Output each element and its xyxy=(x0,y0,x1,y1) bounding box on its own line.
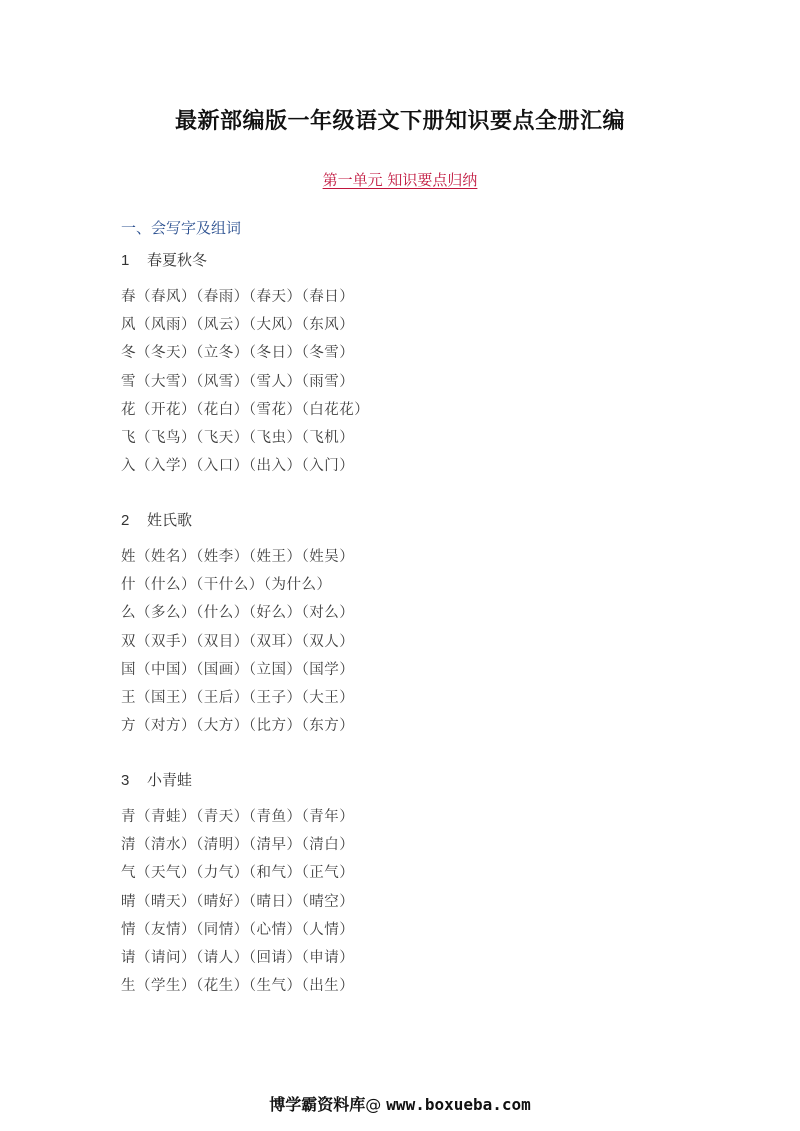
list-item: 双（双手）（双目）（双耳）（双人） xyxy=(121,633,355,650)
list-item: 花（开花）（花白）（雪花）（白花花） xyxy=(121,401,370,418)
lesson-name: 姓氏歌 xyxy=(147,511,193,529)
word-list-lesson-3 xyxy=(121,807,354,1004)
lesson-heading-2 xyxy=(121,509,192,530)
list-item: 飞（飞鸟）（飞天）（飞虫）（飞机） xyxy=(121,429,355,446)
word-list-lesson-1 xyxy=(121,287,369,484)
document-title: 最新部编版一年级语文下册知识要点全册汇编 xyxy=(174,109,625,134)
list-item: 雪（大雪）（风雪）（雪人）（雨雪） xyxy=(121,373,355,390)
list-item: 生（学生）（花生）（生气）（出生） xyxy=(121,978,355,995)
lesson-number: 1 xyxy=(121,252,130,269)
lesson-heading-3 xyxy=(121,769,192,790)
lesson-name: 春夏秋冬 xyxy=(147,251,208,269)
list-item: 入（入学）（入口）（出入）（入门） xyxy=(121,458,355,475)
list-item: 情（友情）（同情）（心情）（人情） xyxy=(121,921,355,938)
list-item: 晴（晴天）（晴好）（晴日）（晴空） xyxy=(121,893,355,910)
list-item: 清（清水）（清明）（清早）（清白） xyxy=(121,837,355,854)
lesson-number: 3 xyxy=(121,772,130,789)
unit-title: 第一单元 知识要点归纳 xyxy=(322,171,478,189)
footer-watermark xyxy=(0,1092,800,1115)
list-item: 春（春风）（春雨）（春天）（春日） xyxy=(121,289,355,305)
lesson-number: 2 xyxy=(121,512,130,529)
list-item: 王（国王）（王后）（王子）（大王） xyxy=(121,689,355,706)
list-item: 方（对方）（大方）（比方）（东方） xyxy=(121,718,355,735)
section-heading: 一、会写字及组词 xyxy=(121,219,242,237)
lesson-name: 小青蛙 xyxy=(147,771,193,789)
footer-brand: 博学霸资料库 xyxy=(269,1095,366,1114)
list-item: 风（风雨）（风云）（大风）（东风） xyxy=(121,317,355,334)
list-item: 姓（姓名）（姓李）（姓王）（姓吴） xyxy=(121,549,355,565)
list-item: 什（什么）（干什么）（为什么） xyxy=(121,577,332,594)
footer-site-link[interactable]: www.boxueba.com xyxy=(386,1095,531,1114)
list-item: 么（多么）（什么）（好么）（对么） xyxy=(121,605,355,622)
word-list-lesson-2 xyxy=(121,547,354,744)
footer-separator: @ xyxy=(365,1095,382,1114)
list-item: 冬（冬天）（立冬）（冬日）（冬雪） xyxy=(121,345,355,362)
list-item: 国（中国）（国画）（立国）（国学） xyxy=(121,661,355,678)
lesson-heading-1 xyxy=(121,249,207,270)
list-item: 气（天气）（力气）（和气）（正气） xyxy=(121,865,355,882)
list-item: 请（请问）（请人）（回请）（申请） xyxy=(121,949,355,966)
list-item: 青（青蛙）（青天）（青鱼）（青年） xyxy=(121,809,355,825)
